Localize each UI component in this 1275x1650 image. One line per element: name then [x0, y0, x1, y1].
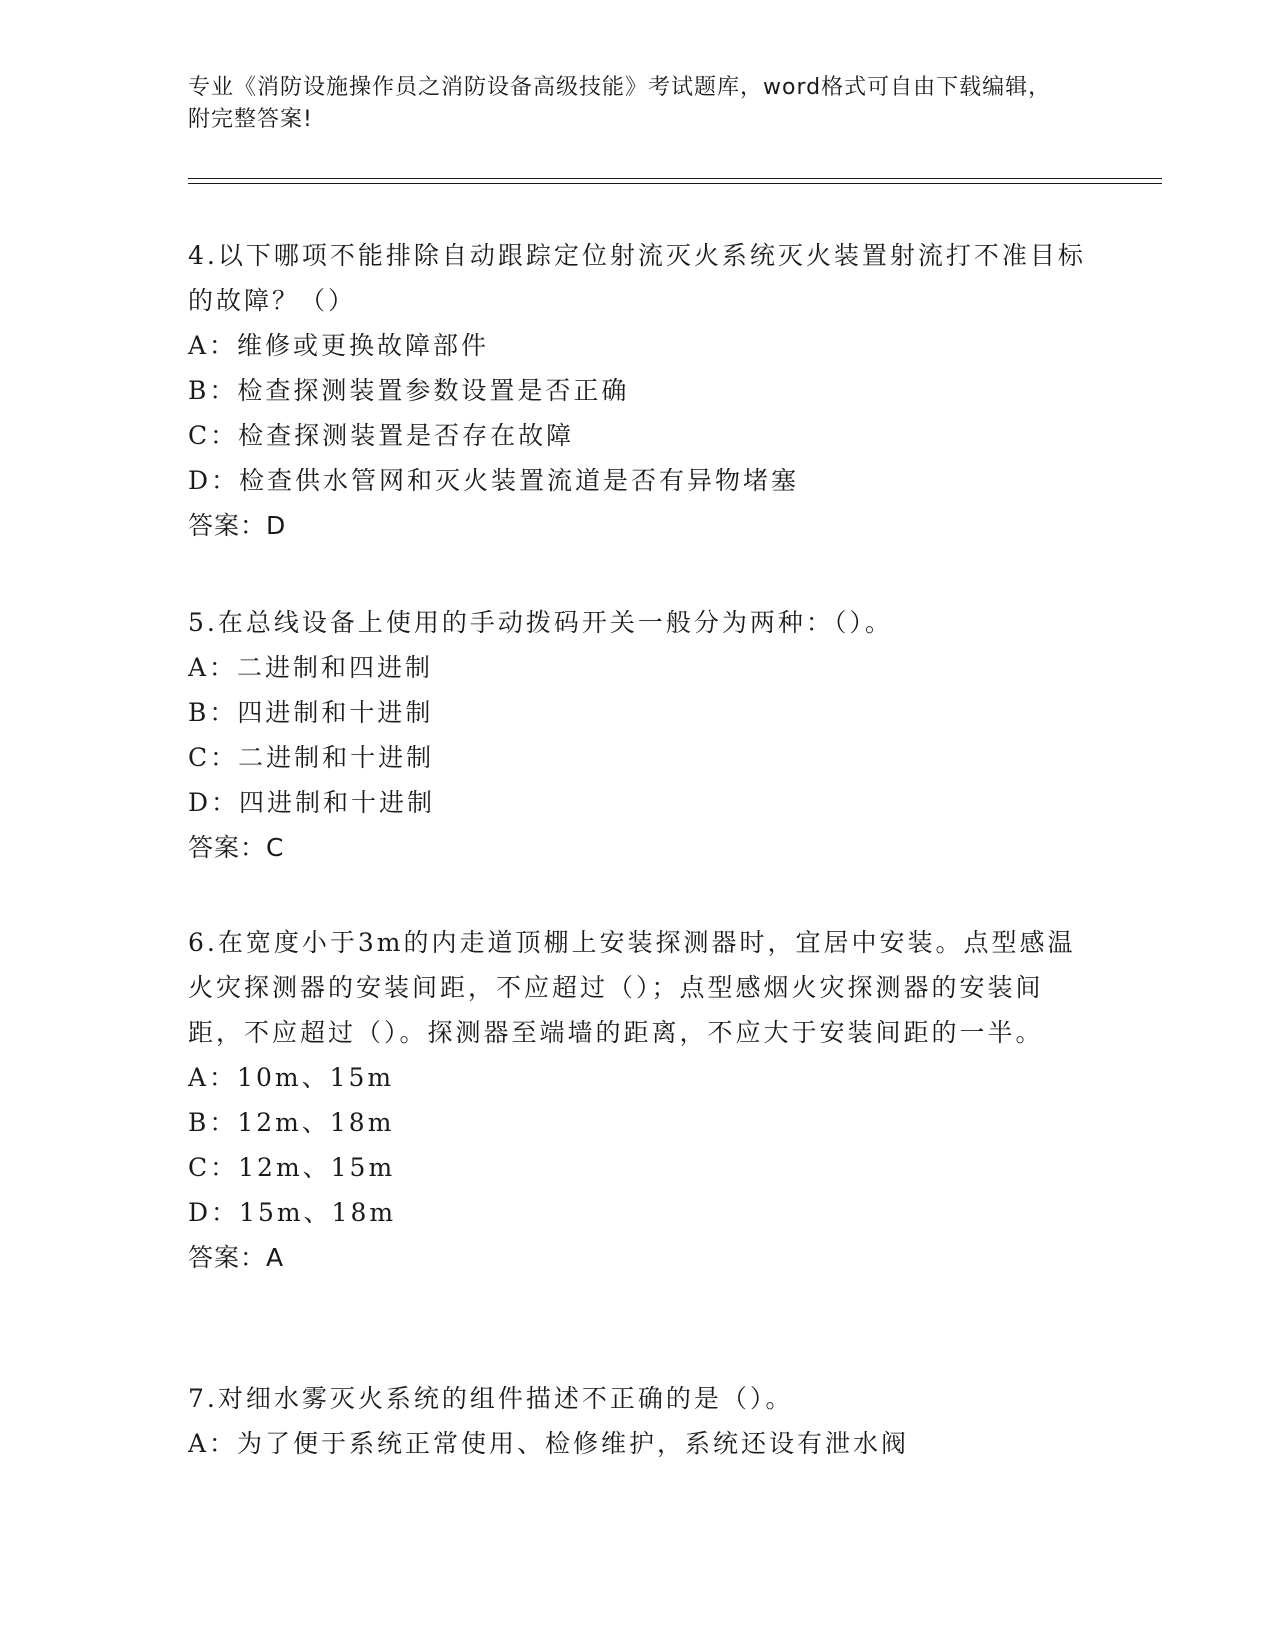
option-c: C：检查探测装置是否存在故障: [188, 421, 575, 450]
option-c: C：二进制和十进制: [188, 743, 435, 772]
question-7: [188, 1376, 1088, 1466]
option-d: D：检查供水管网和灭火装置流道是否有异物堵塞: [188, 466, 800, 495]
option-a: A：二进制和四进制: [188, 653, 434, 682]
option-a: A：为了便于系统正常使用、检修维护，系统还设有泄水阀: [188, 1429, 910, 1458]
document-header: 专业《消防设施操作员之消防设备高级技能》考试题库，word格式可自由下载编辑，附完整答案!: [188, 75, 1052, 132]
question-4: [188, 233, 1088, 549]
header-divider-top: [188, 178, 1162, 179]
option-d: D：15m、18m: [188, 1198, 397, 1227]
answer-line: 答案：D: [188, 511, 287, 540]
header-divider-bottom: [188, 183, 1162, 184]
question-stem: 6.在宽度小于3m的内走道顶棚上安装探测器时，宜居中安装。点型感温火灾探测器的安装间距，不应超过（）；点型感烟火灾探测器的安装间距，不应超过（）。探测器至端墙的距离，不应大于安装间距的一半。: [188, 928, 1076, 1047]
question-stem: 7.对细水雾灭火系统的组件描述不正确的是（）。: [188, 1384, 794, 1413]
question-stem: 4.以下哪项不能排除自动跟踪定位射流灭火系统灭火装置射流打不准目标的故障？（）: [188, 241, 1086, 315]
option-d: D：四进制和十进制: [188, 788, 436, 817]
question-5: [188, 600, 1088, 871]
question-6: [188, 920, 1088, 1281]
option-a: A：维修或更换故障部件: [188, 331, 490, 360]
question-stem: 5.在总线设备上使用的手动拨码开关一般分为两种：（）。: [188, 608, 893, 637]
option-b: B：12m、18m: [188, 1108, 395, 1137]
option-c: C：12m、15m: [188, 1153, 396, 1182]
option-a: A：10m、15m: [188, 1063, 395, 1092]
option-b: B：四进制和十进制: [188, 698, 434, 727]
option-b: B：检查探测装置参数设置是否正确: [188, 376, 630, 405]
answer-line: 答案：A: [188, 1243, 285, 1272]
answer-line: 答案：C: [188, 833, 285, 862]
